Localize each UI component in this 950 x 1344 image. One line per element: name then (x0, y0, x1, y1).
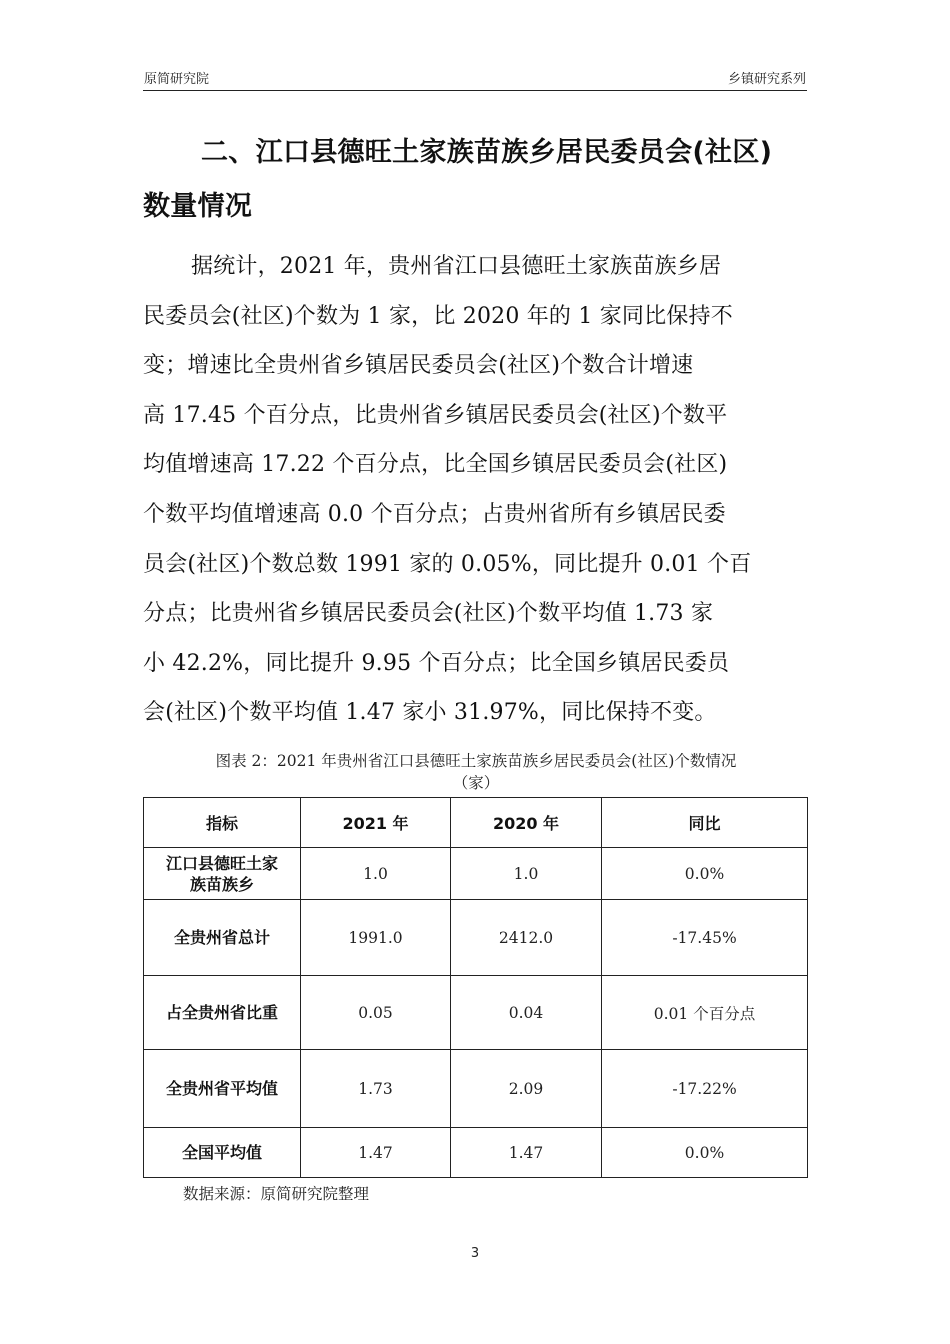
section-heading-line2: 数量情况 (143, 191, 253, 222)
header-series: 乡镇研究系列 (727, 72, 806, 87)
row-label: 全贵州省平均值 (144, 1050, 301, 1128)
cell-2021: 1991.0 (301, 900, 451, 976)
paragraph-line: 高 17.45 个百分点，比贵州省乡镇居民委员会(社区)个数平 (143, 402, 728, 428)
table-caption (143, 750, 809, 794)
paragraph-line: 变；增速比全贵州省乡镇居民委员会(社区)个数合计增速 (143, 353, 694, 379)
cell-2020: 2.09 (451, 1050, 602, 1128)
cell-yoy: -17.45% (602, 900, 808, 976)
page-number: 3 (470, 1246, 480, 1261)
table-row (144, 976, 808, 1050)
column-header-2021: 2021 年 (301, 798, 451, 848)
column-header-indicator: 指标 (144, 798, 301, 848)
header-org: 原简研究院 (144, 72, 210, 87)
cell-2020: 0.04 (451, 976, 602, 1050)
cell-2020: 1.0 (451, 848, 602, 900)
page-header (143, 64, 807, 91)
section-heading-line1: 二、江口县德旺土家族苗族乡居民委员会(社区) (201, 137, 773, 168)
table-row (144, 1128, 808, 1178)
cell-2021: 1.0 (301, 848, 451, 900)
cell-yoy: 0.0% (602, 848, 808, 900)
row-label-line: 族苗族乡 (189, 874, 254, 894)
paragraph-line: 会(社区)个数平均值 1.47 家小 31.97%，同比保持不变。 (143, 700, 717, 726)
paragraph-line: 员会(社区)个数总数 1991 家的 0.05%，同比提升 0.01 个百 (143, 551, 752, 577)
cell-2020: 2412.0 (451, 900, 602, 976)
row-label (144, 848, 301, 900)
table-caption-line1: 图表 2：2021 年贵州省江口县德旺土家族苗族乡居民委员会(社区)个数情况 (215, 752, 737, 770)
table-caption-unit: （家） (452, 774, 500, 792)
table-row (144, 1050, 808, 1128)
paragraph-line: 分点；比贵州省乡镇居民委员会(社区)个数平均值 1.73 家 (143, 601, 714, 627)
table-row (144, 848, 808, 900)
paragraph-line: 小 42.2%，同比提升 9.95 个百分点；比全国乡镇居民委员 (143, 650, 730, 676)
row-label: 全贵州省总计 (144, 900, 301, 976)
row-label-line: 江口县德旺土家 (165, 853, 278, 873)
paragraph-line: 据统计，2021 年，贵州省江口县德旺土家族苗族乡居 (191, 254, 722, 279)
cell-yoy: 0.0% (602, 1128, 808, 1178)
section-heading (143, 126, 809, 234)
cell-2020: 1.47 (451, 1128, 602, 1178)
cell-yoy: 0.01 个百分点 (602, 976, 808, 1050)
data-source-note: 数据来源：原简研究院整理 (183, 1185, 370, 1203)
body-paragraph (143, 242, 813, 738)
paragraph-line: 民委员会(社区)个数为 1 家，比 2020 年的 1 家同比保持不 (143, 303, 733, 329)
row-label: 全国平均值 (144, 1128, 301, 1178)
cell-yoy: -17.22% (602, 1050, 808, 1128)
cell-2021: 1.47 (301, 1128, 451, 1178)
table-header-row (144, 798, 808, 848)
column-header-yoy: 同比 (602, 798, 808, 848)
cell-2021: 1.73 (301, 1050, 451, 1128)
paragraph-line: 个数平均值增速高 0.0 个百分点；占贵州省所有乡镇居民委 (143, 501, 726, 527)
row-label: 占全贵州省比重 (144, 976, 301, 1050)
data-table (143, 797, 808, 1178)
cell-2021: 0.05 (301, 976, 451, 1050)
table-row (144, 900, 808, 976)
paragraph-line: 均值增速高 17.22 个百分点，比全国乡镇居民委员会(社区) (143, 452, 728, 478)
column-header-2020: 2020 年 (451, 798, 602, 848)
